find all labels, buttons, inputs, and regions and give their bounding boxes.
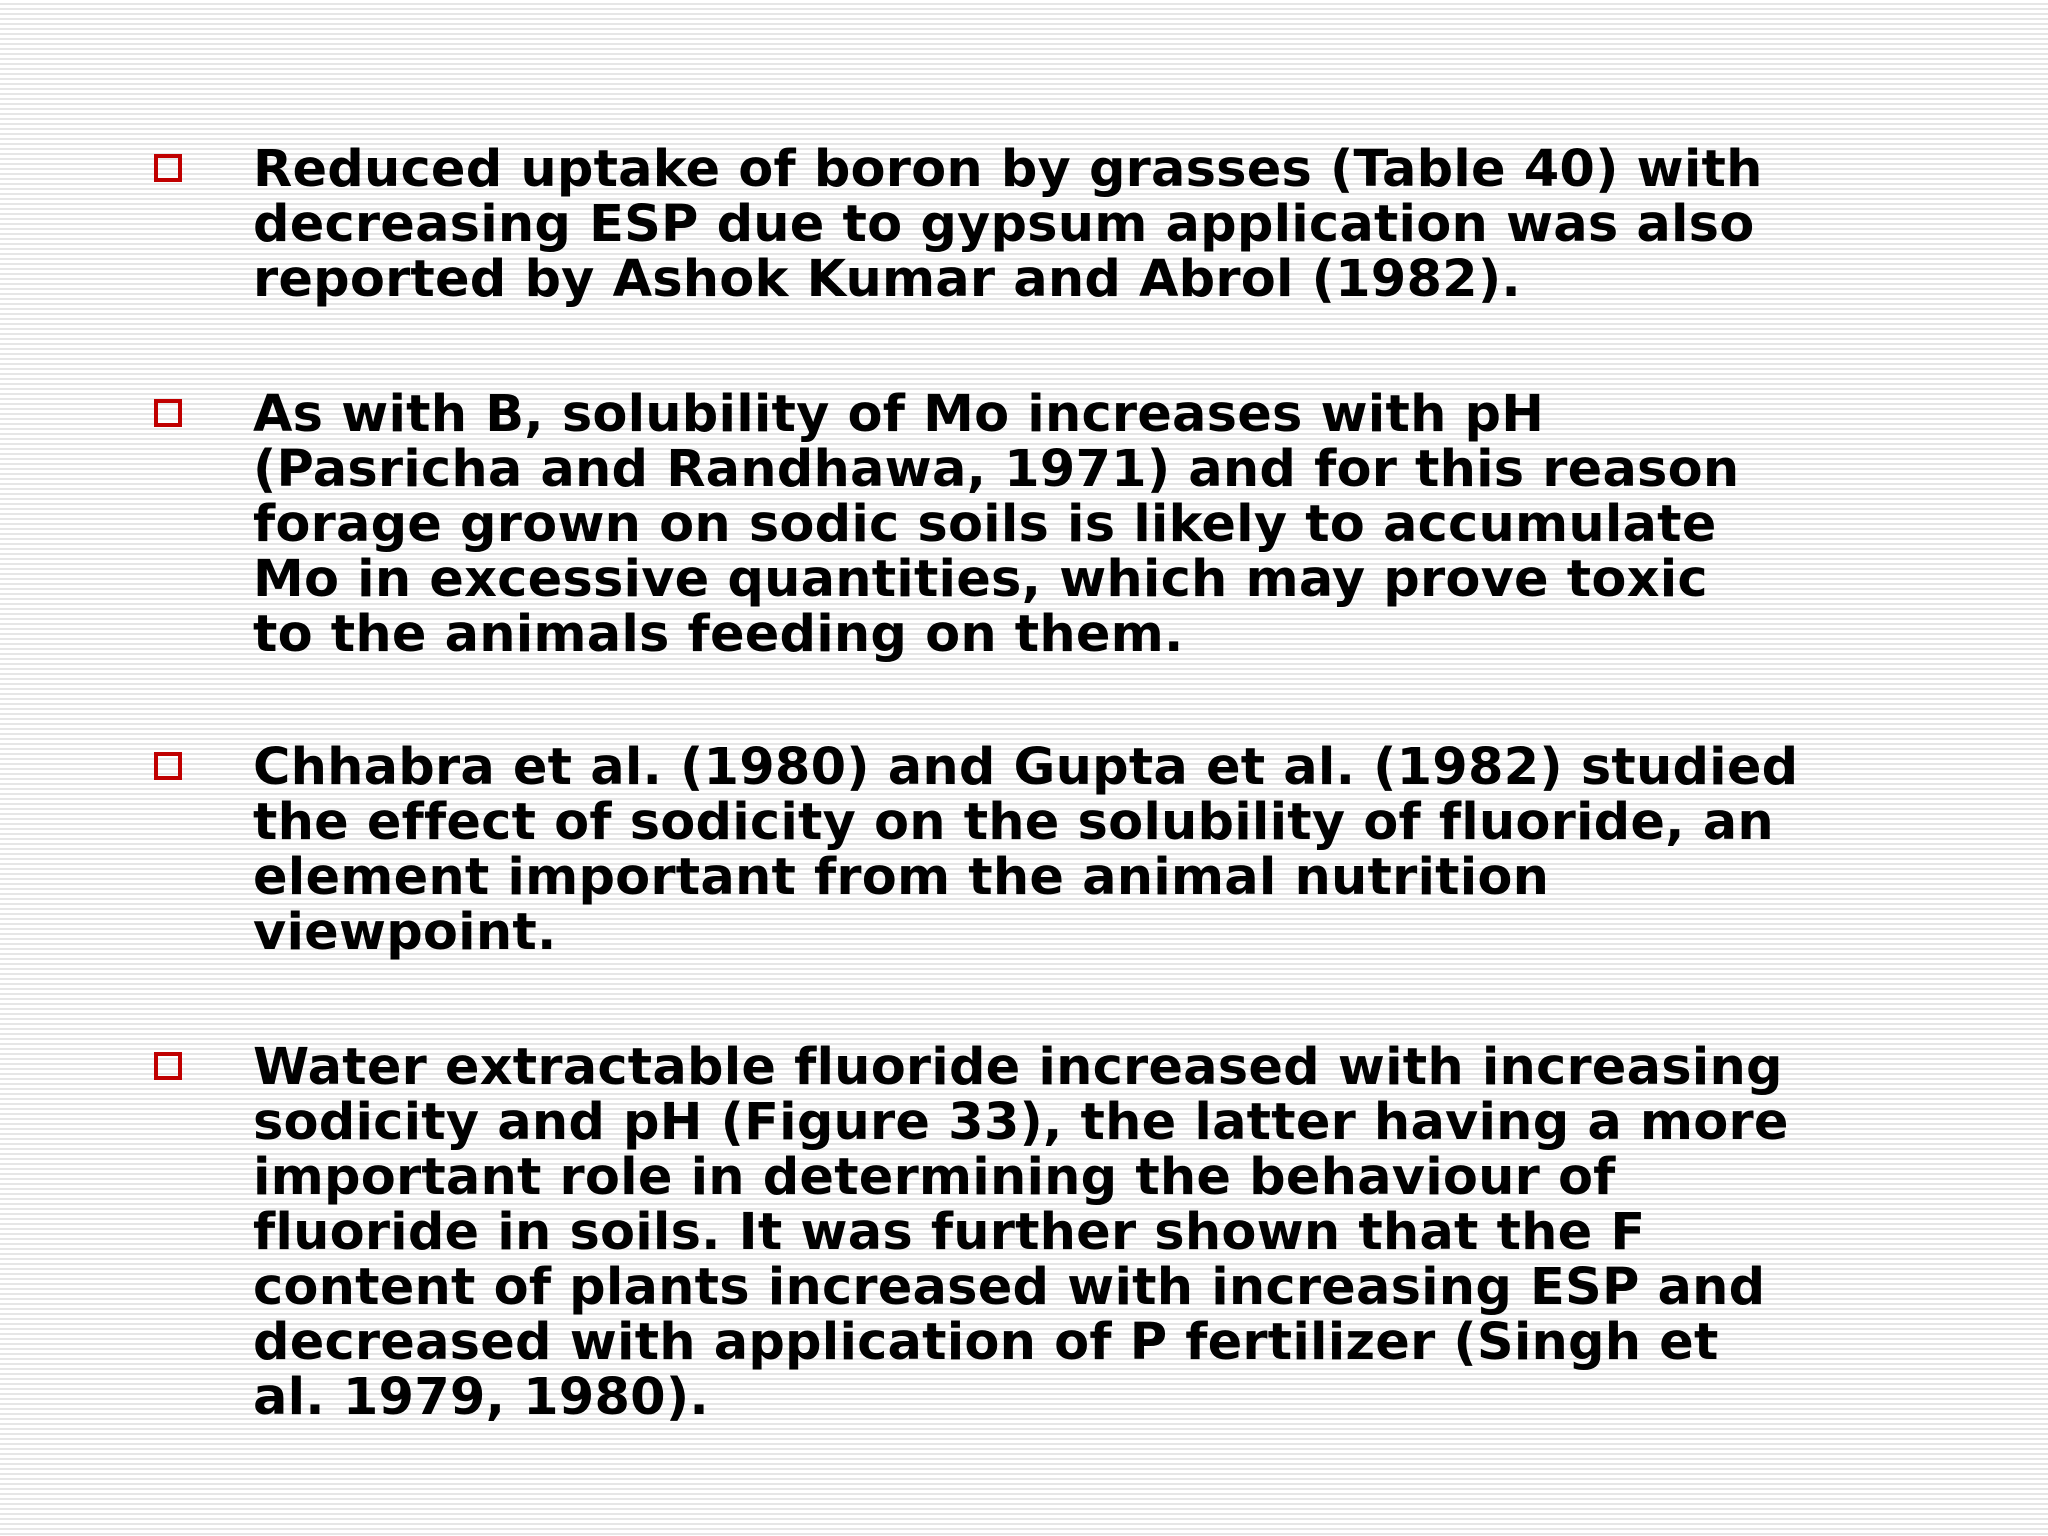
bullet-text: Reduced uptake of boron by grasses (Table 40) with decreasing ESP due to gypsum application was also reported by Ashok Kumar and Abrol (1982). xyxy=(253,140,1763,309)
square-bullet-icon xyxy=(154,1052,182,1080)
square-bullet-icon xyxy=(154,752,182,780)
square-bullet-icon xyxy=(154,154,182,182)
bullet-text: Chhabra et al. (1980) and Gupta et al. (1982) studied the effect of sodicity on the solubility of fluoride, an element important from the animal nutrition viewpoint. xyxy=(253,738,1799,962)
square-bullet-icon xyxy=(154,399,182,427)
bullet-text: Water extractable fluoride increased with increasing sodicity and pH (Figure 33), the latter having a more important role in determining the behaviour of fluoride in soils. It was further shown that the F content of plants increased with increasing ESP and decreased with application of P fertilizer (Singh et al. 1979, 1980). xyxy=(253,1038,1789,1427)
bullet-text: As with B, solubility of Mo increases with pH (Pasricha and Randhawa, 1971) and for this reason forage grown on sodic soils is likely to accumulate Mo in excessive quantities, which may prove toxic to the animals feeding on them. xyxy=(253,385,1740,664)
